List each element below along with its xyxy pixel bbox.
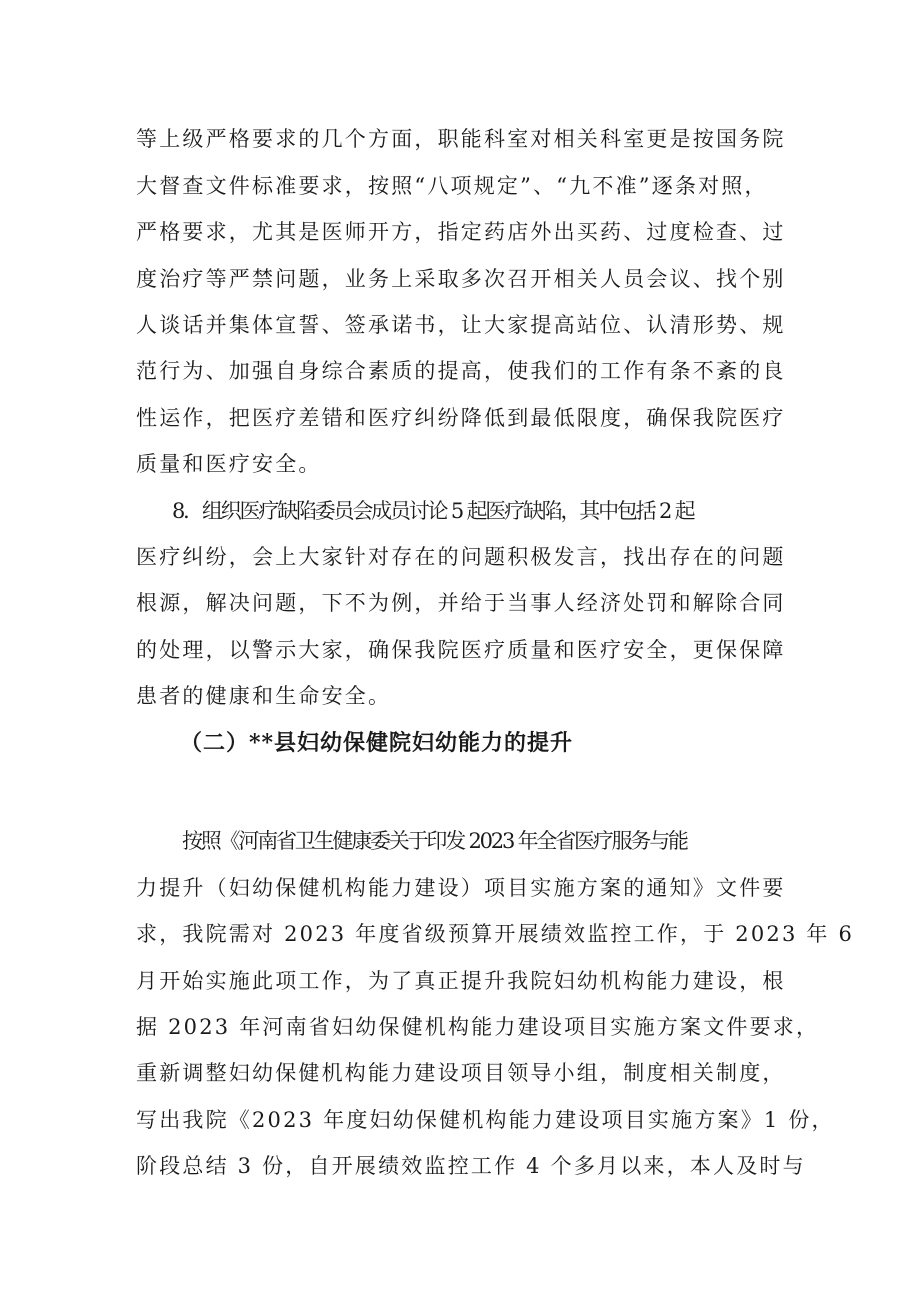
- paragraph-c-line: 据 2023 年河南省妇幼保健机构能力建设项目实施方案文件要求，: [136, 1015, 820, 1039]
- paragraph-c-line: 阶段总结 3 份，自开展绩效监控工作 4 个多月以来，本人及时与: [136, 1154, 806, 1178]
- paragraph-b-line: 患者的健康和生命安全。: [136, 684, 392, 708]
- paragraph-c-line: 力提升（妇幼保健机构能力建设）项目实施方案的通知》文件要: [136, 876, 786, 900]
- paragraph-a-line: 度治疗等严禁问题，业务上采取多次召开相关人员会议、找个别: [136, 267, 786, 291]
- paragraph-a-line: 范行为、加强自身综合素质的提高，使我们的工作有条不紊的良: [136, 359, 786, 383]
- paragraph-a-line: 严格要求，尤其是医师开方，指定药店外出买药、过度检查、过: [136, 220, 786, 244]
- paragraph-c-line: 按照《河南省卫生健康委关于印发 2023 年全省医疗服务与能: [182, 829, 687, 853]
- paragraph-c-line: 写出我院《2023 年度妇幼保健机构能力建设项目实施方案》1 份，: [136, 1108, 835, 1132]
- paragraph-b-line: 的处理，以警示大家，确保我院医疗质量和医疗安全，更保保障: [136, 638, 786, 662]
- section-heading: （二）**县妇幼保健院妇幼能力的提升: [180, 730, 574, 756]
- paragraph-b-line: 8．组织医疗缺陷委员会成员讨论 5 起医疗缺陷，其中包括 2 起: [172, 499, 694, 523]
- paragraph-c-line: 月开始实施此项工作，为了真正提升我院妇幼机构能力建设，根: [136, 969, 786, 993]
- paragraph-a-line: 性运作，把医疗差错和医疗纠纷降低到最低限度，确保我院医疗: [136, 406, 786, 430]
- paragraph-a-line: 等上级严格要求的几个方面，职能科室对相关科室更是按国务院: [136, 127, 786, 151]
- paragraph-b-line: 根源，解决问题，下不为例，并给于当事人经济处罚和解除合同: [136, 591, 786, 615]
- paragraph-c-line: 重新调整妇幼保健机构能力建设项目领导小组，制度相关制度，: [136, 1061, 786, 1085]
- paragraph-a-line: 质量和医疗安全。: [136, 452, 322, 476]
- paragraph-a-line: 大督查文件标准要求，按照“八项规定”、“九不准”逐条对照，: [136, 174, 768, 198]
- paragraph-a-line: 人谈话并集体宣誓、签承诺书，让大家提高站位、认清形势、规: [136, 313, 786, 337]
- paragraph-b-line: 医疗纠纷，会上大家针对存在的问题积极发言，找出存在的问题: [136, 545, 786, 569]
- paragraph-c-line: 求，我院需对 2023 年度省级预算开展绩效监控工作，于 2023 年 6: [136, 922, 855, 946]
